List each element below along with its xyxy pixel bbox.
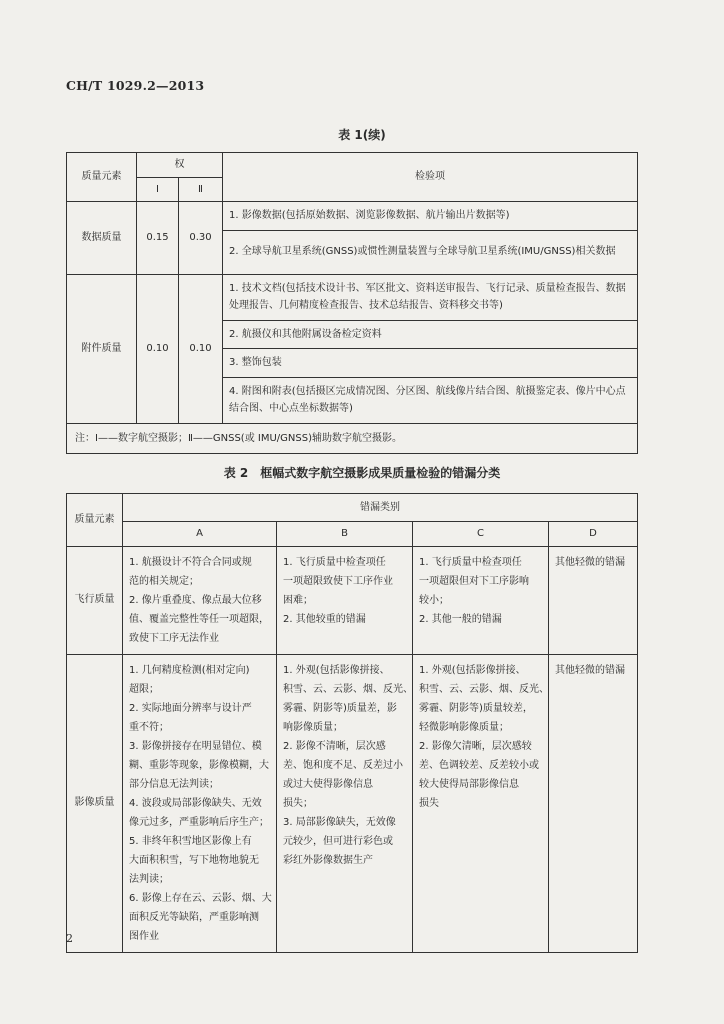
cell-text-line: 值、覆盖完整性等任一项超限， <box>129 613 269 625</box>
cell-text-line: 雾霾、阴影等)质量差，影 <box>283 702 397 714</box>
cell-text-line: 糊、重影等现象，影像模糊，大 <box>129 759 269 771</box>
table1-caption: 表 1(续) <box>338 128 386 142</box>
standard-code: CH/T 1029.2—2013 <box>66 78 205 93</box>
t2-header-category: 错漏类别 <box>123 494 638 522</box>
cell-text-line: 1. 外观(包括影像拼接、 <box>283 664 390 676</box>
t1-item: 1. 影像数据(包括原始数据、浏览影像数据、航片输出片数据等) <box>223 202 638 231</box>
cell-text-line: 差、饱和度不足、反差过小 <box>283 759 403 771</box>
cell-text-line: 2. 像片重叠度、像点最大位移 <box>129 594 262 606</box>
t2-cell-b <box>277 546 413 654</box>
cell-text-line: 响影像质量； <box>283 721 343 733</box>
cell-text-line: 图作业 <box>129 930 159 942</box>
t2-col-d: D <box>549 522 638 547</box>
t1-item: 4. 附图和附表(包括摄区完成情况图、分区图、航线像片结合图、航摄鉴定表、像片中心点结合图、中心点坐标数据等) <box>223 377 638 423</box>
t1-row-w1: 0.15 <box>137 202 179 275</box>
t2-col-c: C <box>413 522 549 547</box>
cell-text-line: 3. 影像拼接存在明显错位、模 <box>129 740 262 752</box>
t2-col-a: A <box>123 522 277 547</box>
cell-text-line: 1. 航摄设计不符合合同或规 <box>129 556 252 568</box>
cell-text-line: 较大使得局部影像信息 <box>419 778 519 790</box>
cell-text-line: 超限； <box>129 683 159 695</box>
cell-text-line: 损失； <box>283 797 313 809</box>
t1-header-quality: 质量元素 <box>67 153 137 202</box>
cell-text-line: 1. 外观(包括影像拼接、 <box>419 664 526 676</box>
table2 <box>66 493 638 953</box>
cell-text-line: 2. 实际地面分辨率与设计严 <box>129 702 252 714</box>
t2-cell-c <box>413 546 549 654</box>
t2-cell-d <box>549 546 638 654</box>
cell-text-line: 大面积积雪，写下地物地貌无 <box>129 854 259 866</box>
cell-text-line: 4. 波段或局部影像缺失、无效 <box>129 797 262 809</box>
t1-item: 3. 整饰包装 <box>223 349 638 378</box>
t1-row-element: 数据质量 <box>67 202 137 275</box>
cell-text-line: 法判读； <box>129 873 169 885</box>
t2-row-element: 飞行质量 <box>67 546 123 654</box>
cell-text-line: 2. 影像不清晰，层次感 <box>283 740 386 752</box>
cell-text-line: 1. 飞行质量中检查项任 <box>419 556 522 568</box>
cell-text-line: 像元过多，严重影响后序生产； <box>129 816 269 828</box>
cell-text-line: 2. 其他较重的错漏 <box>283 613 366 625</box>
cell-text-line: 一项超限致使下工序作业 <box>283 575 393 587</box>
t2-cell-b <box>277 654 413 952</box>
t1-item: 1. 技术文档(包括技术设计书、军区批文、资料送审报告、飞行记录、质量检查报告、数据处理报告、几何精度检查报告、技术总结报告、资料移交书等) <box>223 274 638 320</box>
t2-cell-d <box>549 654 638 952</box>
table1 <box>66 152 638 454</box>
t2-header-quality: 质量元素 <box>67 494 123 547</box>
t2-row-element: 影像质量 <box>67 654 123 952</box>
cell-text-line: 致使下工序无法作业 <box>129 632 219 644</box>
t1-row-w2: 0.10 <box>179 274 223 423</box>
cell-text-line: 2. 影像欠清晰，层次感较 <box>419 740 532 752</box>
cell-text-line: 范的相关规定； <box>129 575 199 587</box>
t1-header-w1: Ⅰ <box>137 177 179 202</box>
cell-text-line: 3. 局部影像缺失，无效像 <box>283 816 396 828</box>
t1-header-w2: Ⅱ <box>179 177 223 202</box>
cell-text-line: 元较少，但可进行彩色或 <box>283 835 393 847</box>
t2-cell-c <box>413 654 549 952</box>
cell-text-line: 其他轻微的错漏 <box>555 664 625 676</box>
cell-text-line: 1. 几何精度检测(相对定向) <box>129 664 250 676</box>
page-number: 2 <box>66 932 73 945</box>
t2-cell-a <box>123 546 277 654</box>
cell-text-line: 2. 其他一般的错漏 <box>419 613 502 625</box>
cell-text-line: 较小； <box>419 594 449 606</box>
t1-item: 2. 航摄仪和其他附属设备检定资料 <box>223 320 638 349</box>
cell-text-line: 轻微影响影像质量； <box>419 721 509 733</box>
cell-text-line: 损失 <box>419 797 439 809</box>
t1-row-w2: 0.30 <box>179 202 223 275</box>
table2-caption: 表 2 框幅式数字航空摄影成果质量检验的错漏分类 <box>223 466 501 480</box>
cell-text-line: 6. 影像上存在云、云影、烟、大 <box>129 892 272 904</box>
t2-cell-a <box>123 654 277 952</box>
cell-text-line: 积雪、云、云影、烟、反光、 <box>419 683 549 695</box>
t2-col-b: B <box>277 522 413 547</box>
cell-text-line: 部分信息无法判读； <box>129 778 219 790</box>
cell-text-line: 其他轻微的错漏 <box>555 556 625 568</box>
cell-text-line: 5. 非终年积雪地区影像上有 <box>129 835 252 847</box>
t1-row-element: 附件质量 <box>67 274 137 423</box>
cell-text-line: 积雪、云、云影、烟、反光、 <box>283 683 413 695</box>
t1-note: 注：Ⅰ——数字航空摄影；Ⅱ——GNSS(或 IMU/GNSS)辅助数字航空摄影。 <box>67 423 638 454</box>
t1-row-w1: 0.10 <box>137 274 179 423</box>
cell-text-line: 彩红外影像数据生产 <box>283 854 373 866</box>
cell-text-line: 困难； <box>283 594 313 606</box>
cell-text-line: 面积反光等缺陷，严重影响测 <box>129 911 259 923</box>
t1-header-weight: 权 <box>137 153 223 178</box>
t1-header-items: 检验项 <box>223 153 638 202</box>
cell-text-line: 1. 飞行质量中检查项任 <box>283 556 386 568</box>
t1-item: 2. 全球导航卫星系统(GNSS)或惯性测量装置与全球导航卫星系统(IMU/GNSS)相关数据 <box>223 230 638 274</box>
cell-text-line: 雾霾、阴影等)质量较差， <box>419 702 533 714</box>
cell-text-line: 一项超限但对下工序影响 <box>419 575 529 587</box>
cell-text-line: 重不符； <box>129 721 169 733</box>
cell-text-line: 差、色调较差、反差较小或 <box>419 759 539 771</box>
cell-text-line: 或过大使得影像信息 <box>283 778 373 790</box>
